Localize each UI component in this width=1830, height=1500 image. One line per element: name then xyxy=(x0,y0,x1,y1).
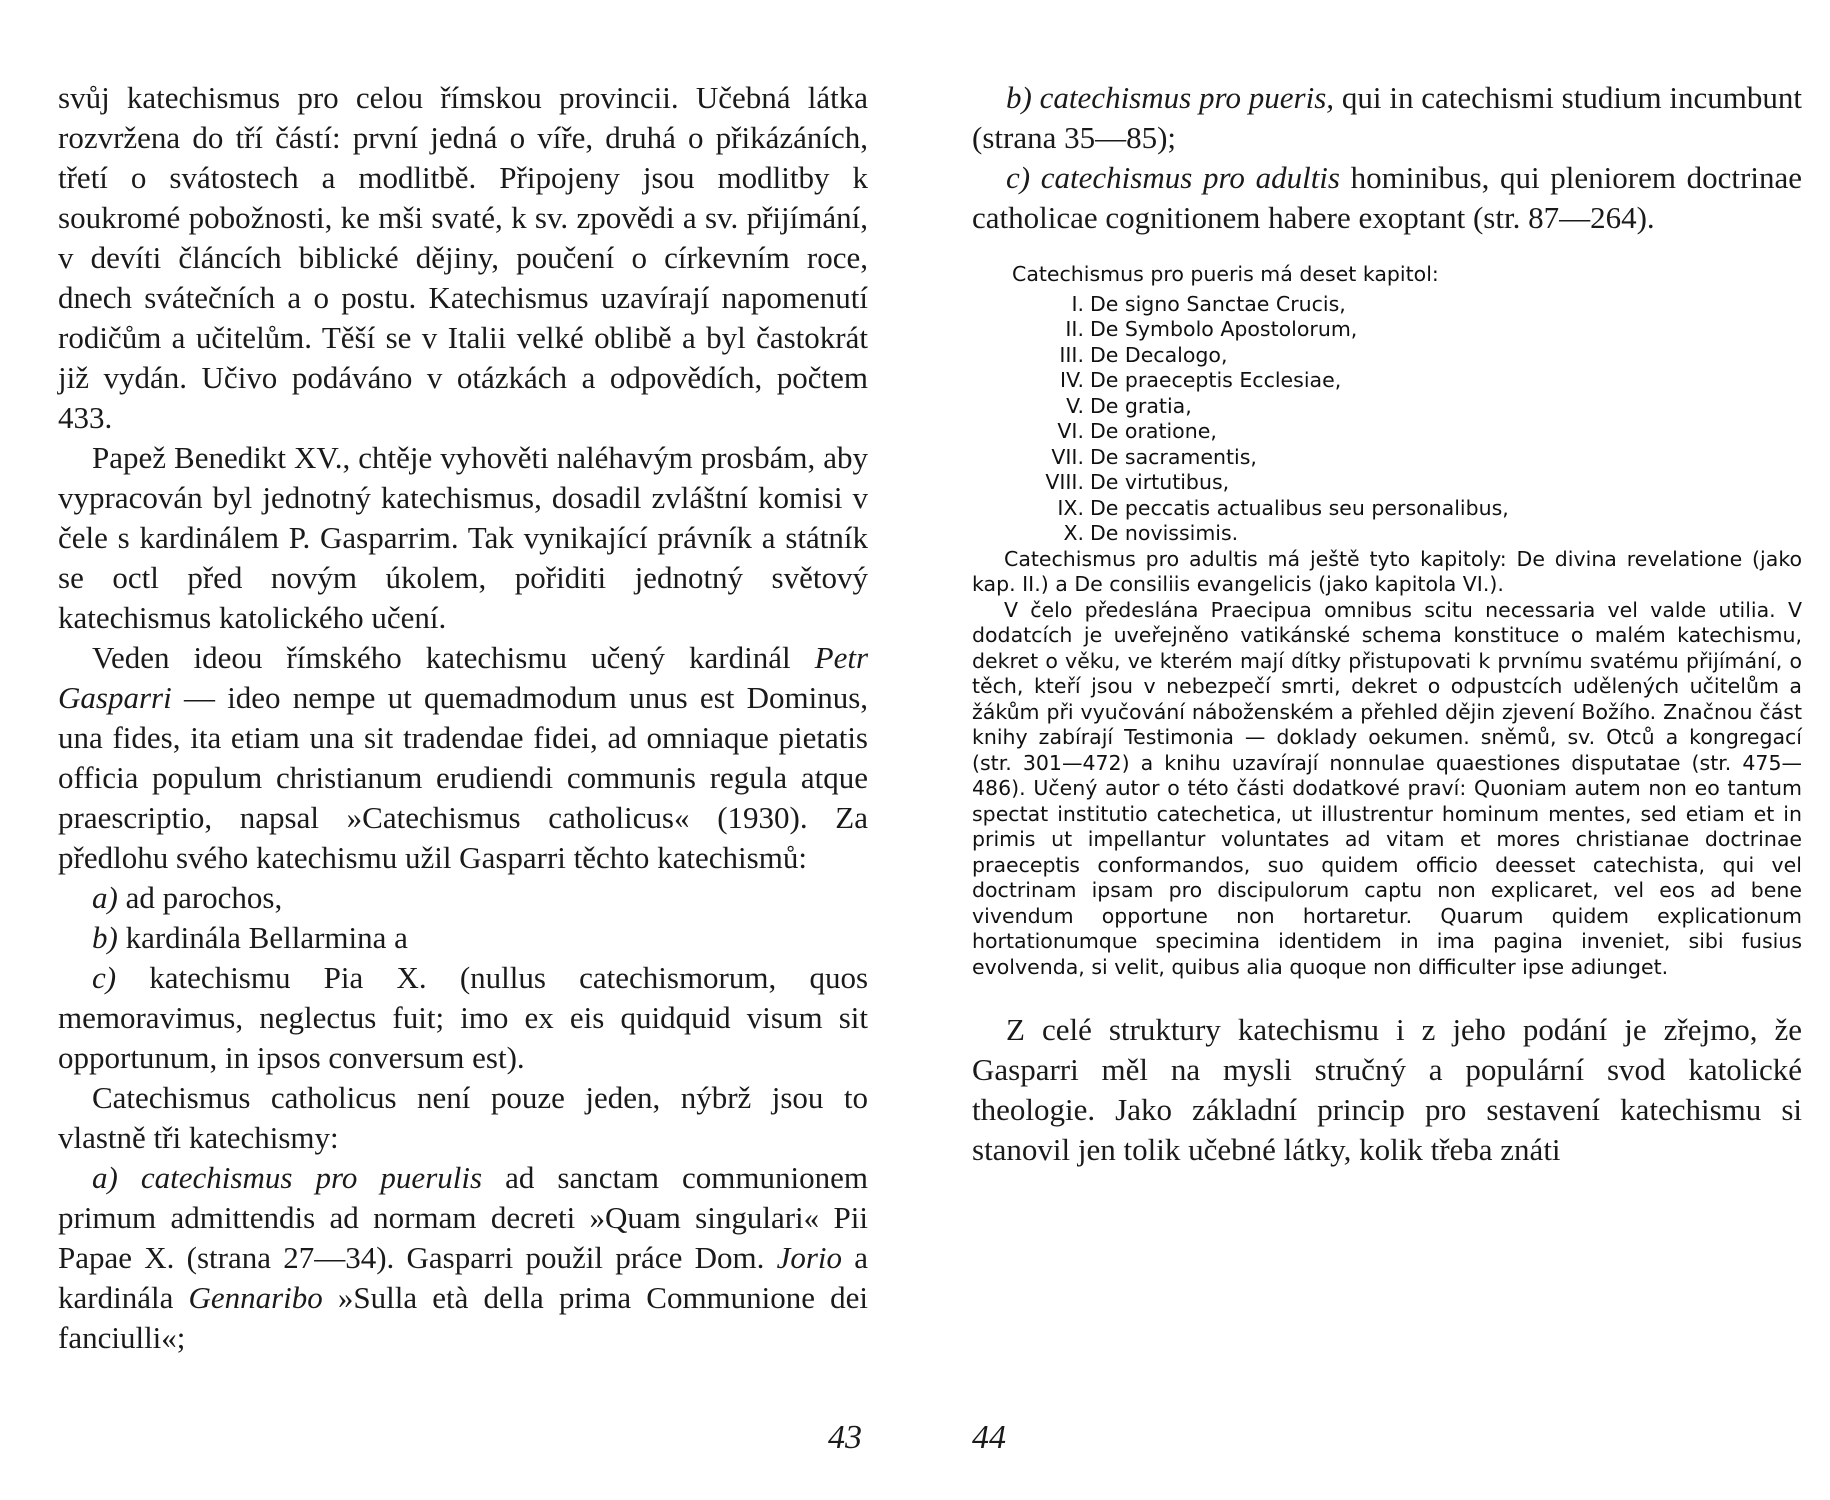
page-number-right: 44 xyxy=(972,1419,1006,1456)
chapter-item xyxy=(972,445,1802,471)
list-item-a xyxy=(58,878,868,918)
right-page xyxy=(915,0,1830,1500)
chapters-block xyxy=(972,262,1802,980)
chapter-number: V. xyxy=(1066,393,1084,418)
chapter-item xyxy=(972,317,1802,343)
chapter-number: IV. xyxy=(1060,368,1084,392)
item-label: a) xyxy=(92,1160,118,1195)
item-text: hominibus, qui pleniorem doctrinae catholicae cognitionem habere exoptant (str. 87—264). xyxy=(972,160,1802,235)
chapter-item xyxy=(972,292,1802,318)
page-number-left: 43 xyxy=(828,1419,862,1456)
right-serif-block xyxy=(972,78,1802,238)
item-label: b) xyxy=(92,920,118,955)
paragraph-5-text: ad sanctam communionem primum admittendis ad normam decreti »Quam singulari« Pii Papae X. (strana 27—34). Gasparri použil práce Dom. xyxy=(58,1160,869,1275)
chapter-number: VII. xyxy=(1051,444,1084,469)
chapter-number: II. xyxy=(1065,317,1084,341)
left-paragraph-2: Papež Benedikt XV., chtěje vyhověti naléhavým prosbám, aby vypracován byl jednotný katechismus, dosadil zvláštní komisi v čele s kardinálem P. Gasparrim. Tak vynikající právník a státník se octl před novým úkolem, pořiditi jednotný světový katechismus katolického učení. xyxy=(58,440,868,635)
chapter-item xyxy=(972,496,1802,522)
paragraph-5-text: a kardinála xyxy=(58,1240,869,1315)
chapter-item xyxy=(972,394,1802,420)
left-text-column xyxy=(58,78,868,1358)
item-label: c) xyxy=(92,960,117,995)
right-closing-block xyxy=(972,1010,1802,1170)
item-text: katechismu Pia X. (nullus catechismorum, quos memoravimus, neglectus fuit; imo ex eis quidquid visum sit opportunum, in ipsos conversum est). xyxy=(58,960,869,1075)
chapter-item xyxy=(972,343,1802,369)
chapter-item xyxy=(972,470,1802,496)
name-gennaribo: Gennaribo xyxy=(188,1280,323,1315)
chapter-list xyxy=(972,292,1802,547)
chapter-title: De novissimis. xyxy=(1090,521,1239,545)
item-label: b) xyxy=(1006,80,1032,115)
catechism-title: catechismus pro puerulis xyxy=(140,1160,483,1195)
item-text: qui in catechismi studium incumbunt (strana 35—85); xyxy=(972,80,1803,155)
paragraph-5-text: »Sulla età della prima Communione dei fanciulli«; xyxy=(58,1280,869,1355)
chapter-number: VI. xyxy=(1057,419,1084,443)
left-paragraph-4: Catechismus catholicus není pouze jeden, nýbrž jsou to vlastně tři katechismy: xyxy=(58,1080,868,1155)
appendix-paragraph: V čelo předeslána Praecipua omnibus scitu necessaria vel valde utilia. V dodatcích je uveřejněno vatikánské schema konstituce o malém katechismu, dekret o věku, ve kterém mají dítky přistupovati k prvnímu svatému přijímání, o těch, kteří jsou v nebezpečí smrti, dekret o odpustcích udělených učitelům a žákům při vyučování náboženském a přehled dějin zjevení Božího. Značnou část knihy zabírají Testimonia — doklady oekumen. sněmů, sv. Otců a kongregací (str. 301—472) a knihu uzavírají nonnulae quaestiones disputatae (str. 475—486). Učený autor o této části dodatkové praví: Quoniam autem non eo tantum spectat institutio catechetica, ut illustrentur hominum mentes, sed etiam et in primis ut impellantur voluntates ad vitam et mores christianae doctrinae praeceptis conformandos, suo quidem officio deesset catechista, qui vel doctrinam ipsam pro discipulorum captu non explicaret, vel eos ad bene vivendum opportune non hortaretur. Quarum quidem explicationum hortationumque specimina identidem in ima pagina inveniet, sibi fusius evolvenda, si velit, quibus alia quoque non difficulter ipse adiunget. xyxy=(972,597,1802,979)
left-paragraph-3 xyxy=(58,638,868,878)
list-item-b xyxy=(58,918,868,958)
chapter-title: De Symbolo Apostolorum, xyxy=(1090,317,1358,341)
item-label: a) xyxy=(92,880,118,915)
chapter-title: De praeceptis Ecclesiae, xyxy=(1090,368,1342,392)
right-closing-paragraph: Z celé struktury katechismu i z jeho podání je zřejmo, že Gasparri měl na mysli stručný a populární svod katolické theologie. Jako základní princip pro sestavení katechismu si stanovil jen tolik učebné látky, kolik třeba znáti xyxy=(972,1012,1802,1167)
name-jorio: Jorio xyxy=(776,1240,843,1275)
right-item-b xyxy=(972,78,1802,158)
chapter-number: I. xyxy=(1071,291,1084,316)
left-paragraph-1: svůj katechismus pro celou římskou provincii. Učebná látka rozvržena do tří částí: první jedná o víře, druhá o přikázáních, třetí o svátostech a modlitbě. Připojeny jsou modlitby k soukromé pobožnosti, ke mši svaté, k sv. zpovědi a sv. přijímání, v devíti článcích biblické dějiny, poučení o církevním roce, dnech svátečních a o postu. Katechismus uzavírají napomenutí rodičům a učitelům. Těší se v Italii velké oblibě a byl častokrát již vydán. Učivo podáváno v otázkách a odpovědích, počtem 433. xyxy=(58,80,868,435)
list-item-c xyxy=(58,958,868,1078)
right-text-column xyxy=(972,78,1802,1170)
paragraph-3-start: Veden ideou římského katechismu učený kardinál xyxy=(92,640,791,675)
paragraph-3-rest: — ideo nempe ut quemadmodum unus est Dominus, una fides, ita etiam una sit tradendae fidei, ad omniaque pietatis officia populum christianum erudiendi communis regula atque praescriptio, napsal »Catechismus catholicus« (1930). Za předlohu svého katechismu užil Gasparri těchto katechismů: xyxy=(58,680,869,875)
chapter-item xyxy=(972,521,1802,547)
catechism-title: catechismus pro pueris, xyxy=(1039,80,1335,115)
chapter-title: De Decalogo, xyxy=(1090,342,1228,367)
chapter-number: III. xyxy=(1059,342,1084,367)
chapter-number: IX. xyxy=(1057,495,1084,520)
chapter-title: De signo Sanctae Crucis, xyxy=(1090,291,1346,316)
chapter-title: De gratia, xyxy=(1090,393,1192,418)
chapter-title: De sacramentis, xyxy=(1090,444,1257,469)
item-text: ad parochos, xyxy=(125,880,283,915)
chapter-title: De peccatis actualibus seu personalibus, xyxy=(1090,495,1509,520)
chapter-title: De virtutibus, xyxy=(1090,470,1230,494)
catechism-title: catechismus pro adultis xyxy=(1040,160,1340,195)
chapter-number: VIII. xyxy=(1045,470,1084,494)
chapter-item xyxy=(972,419,1802,445)
item-label: c) xyxy=(1006,160,1031,195)
adultis-note: Catechismus pro adultis má ještě tyto kapitoly: De divina revelatione (jako kap. II.) a De consiliis evangelicis (jako kapitola VI.). xyxy=(972,546,1802,596)
chapter-title: De oratione, xyxy=(1090,419,1217,443)
name-petr-gasparri: Petr Gasparri xyxy=(58,640,869,715)
right-item-c xyxy=(972,158,1802,238)
chapter-item xyxy=(972,368,1802,394)
item-text: kardinála Bellarmina a xyxy=(125,920,408,955)
left-paragraph-5 xyxy=(58,1158,868,1358)
chapters-heading: Catechismus pro pueris má deset kapitol: xyxy=(1012,262,1439,286)
chapter-number: X. xyxy=(1063,521,1084,545)
